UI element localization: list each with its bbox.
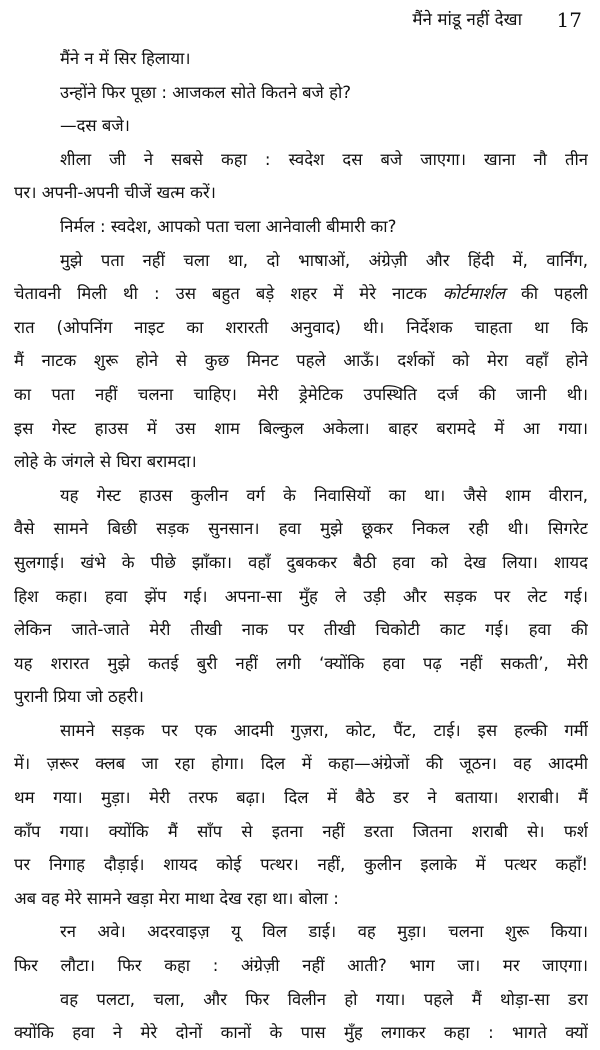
text-line: काँप गया। क्योंकि मैं साँप से इतना नहीं डरता जितना शराबी से। फर्श [14, 821, 588, 841]
text-line: पर निगाह दौड़ाई। शायद कोई पत्थर। नहीं, कुलीन इलाके में पत्थर कहाँ! [14, 855, 588, 875]
text-line [14, 277, 588, 311]
text-line: फिर लौटा। फिर कहा : अंग्रेज़ी नहीं आती? भाग जा। मर जाएगा। [14, 956, 588, 976]
page-header [0, 6, 600, 36]
text-line: वैसे सामने बिछी सड़क सुनसान। हवा मुझे छूकर निकल रही थी। सिगरेट [14, 519, 588, 539]
text-line: क्योंकि हवा ने मेरे दोनों कानों के पास मुँह लगाकर कहा : भागते क्यों [14, 1023, 588, 1043]
text-line: लेकिन जाते-जाते मेरी तीखी नाक पर तीखी चिकोटी काट गई। हवा की [14, 620, 588, 640]
text-line: सुलगाई। खंभे के पीछे झाँका। वहाँ दुबककर बैठी हवा को देख लिया। शायद [14, 552, 588, 572]
running-title: मैंने मांडू नहीं देखा [412, 10, 522, 30]
text-line: रन अवे। अदरवाइज़ यू विल डाई। वह मुड़ा। चलना शुरू किया। [60, 922, 588, 942]
text-line: इस गेस्ट हाउस में उस शाम बिल्कुल अकेला। बाहर बरामदे में आ गया। [14, 418, 588, 438]
text-line: मैंने न में सिर हिलाया। [60, 49, 191, 68]
text-line: उन्होंने फिर पूछा : आजकल सोते कितने बजे हो? [60, 82, 352, 102]
text-line: थम गया। मुड़ा। मेरी तरफ बढ़ा। दिल में बैठे डर ने बताया। शराबी। मैं [14, 788, 588, 808]
text-line: हिश कहा। हवा झेंप गई। अपना-सा मुँह ले उड़ी और सड़क पर लेट गई। [14, 586, 588, 606]
text-line: लोहे के जंगले से घिरा बरामदा। [14, 452, 197, 472]
text-line: में। ज़रूर क्लब जा रहा होगा। दिल में कहा—अंग्रेजों की जूठन। वह आदमी [14, 754, 588, 774]
page-number: 17 [556, 8, 582, 32]
text-run: की पहली [504, 284, 588, 304]
text-line: मुझे पता नहीं चला था, दो भाषाओं, अंग्रेज़ी और हिंदी में, वार्निंग, [60, 250, 588, 270]
text-line: पुरानी प्रिया जो ठहरी। [14, 687, 144, 707]
text-run: चेतावनी मिली थी : उस बहुत बड़े शहर में मेरे नाटक [14, 284, 443, 304]
text-line: यह गेस्ट हाउस कुलीन वर्ग के निवासियों का था। जैसे शाम वीरान, [60, 485, 588, 505]
text-line: शीला जी ने सबसे कहा : स्वदेश दस बजे जाएगा। खाना नौ तीन [60, 149, 588, 169]
text-line: —दस बजे। [60, 116, 130, 136]
text-line: मैं नाटक शुरू होने से कुछ मिनट पहले आऊँ। दर्शकों को मेरा वहाँ होने [14, 351, 588, 371]
text-line: अब वह मेरे सामने खड़ा मेरा माथा देख रहा था। बोला : [14, 888, 339, 908]
text-line: का पता नहीं चलना चाहिए। मेरी ड्रेमेटिक उपस्थिति दर्ज की जानी थी। [14, 384, 588, 404]
text-line: वह पलटा, चला, और फिर विलीन हो गया। पहले मैं थोड़ा-सा डरा [60, 989, 588, 1009]
text-line: रात (ओपनिंग नाइट का शरारती अनुवाद) थी। निर्देशक चाहता था कि [14, 317, 588, 337]
text-line: सामने सड़क पर एक आदमी गुज़रा, कोट, पैंट, टाई। इस हल्की गर्मी [60, 720, 588, 740]
text-line: पर। अपनी-अपनी चीजें खत्म करें। [14, 183, 216, 203]
text-line: निर्मल : स्वदेश, आपको पता चला आनेवाली बीमारी का? [60, 216, 397, 236]
text-line: यह शरारत मुझे कतई बुरी नहीं लगी ‘क्योंकि हवा पढ़ नहीं सकती’, मेरी [14, 653, 588, 673]
body-text [14, 42, 588, 1050]
play-title: कोर्टमार्शल [442, 284, 505, 304]
